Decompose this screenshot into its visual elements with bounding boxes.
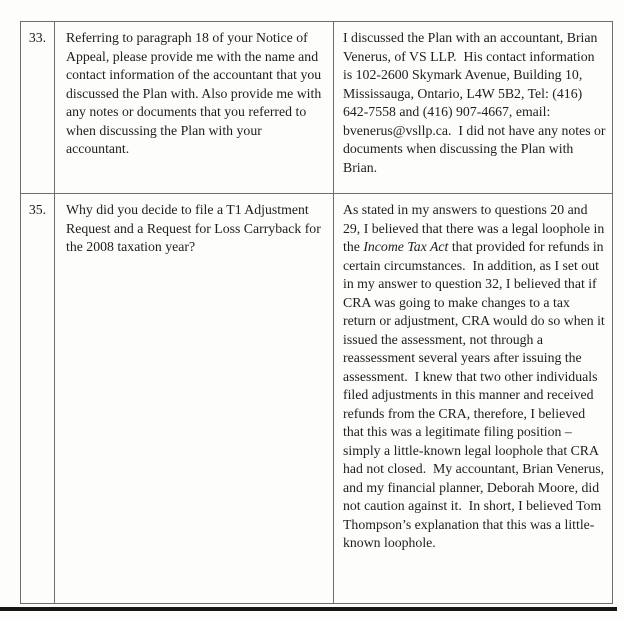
answer-35-cell [334,194,612,603]
answer-33-cell [334,22,612,194]
answer-35-text-part1: As stated in my answers to questions 20 and 29, I believed that there was a legal loophole in the [343,202,608,254]
question-number-35: 35. [21,194,55,603]
answer-35-text-italic-income-tax-act: Income Tax Act [363,239,449,254]
answer-35-text-part2: that provided for refunds in certain circumstances. In addition, as I set out in my answer to question 32, I believed that if CRA was going to make changes to a tax return or adjustment, CRA would do so when it issued the assessment, not through a reassessment several years after issuing the assessment. I knew that two other individuals filed adjustments in this manner and received refunds from the CRA, therefore, I believed that this was a legitimate filing position – simply a little-known legal loophole that CRA had not closed. My accountant, Brian Venerus, and my financial planner, Deborah Moore, did not caution against it. In short, I believed Tom Thompson’s explanation that this was a little-known loophole. [343,239,609,550]
question-33-cell [55,22,334,194]
question-number-33: 33. [21,22,55,194]
answer-33-text: I discussed the Plan with an accountant, Brian Venerus, of VS LLP. His contact information is 102-2600 Skymark Avenue, Building 10, Mississauga, Ontario, L4W 5B2, Tel: (416) 642-7558 and (416) 907-4667, email: bvenerus@vsllp.ca. I did not have any notes or documents when discussing the Plan with Brian. [343,30,609,175]
question-35-cell [55,194,334,603]
scan-edge-line [0,607,617,611]
question-33-text: Referring to paragraph 18 of your Notice of Appeal, please provide me with the name and contact information of the accountant that you discussed the Plan with. Also provide me with any notes or documents that you referred to when discussing the Plan with your accountant. [66,30,325,156]
qa-table [20,21,613,604]
question-35-text: Why did you decide to file a T1 Adjustment Request and a Request for Loss Carryback for the 2008 taxation year? [66,202,325,254]
